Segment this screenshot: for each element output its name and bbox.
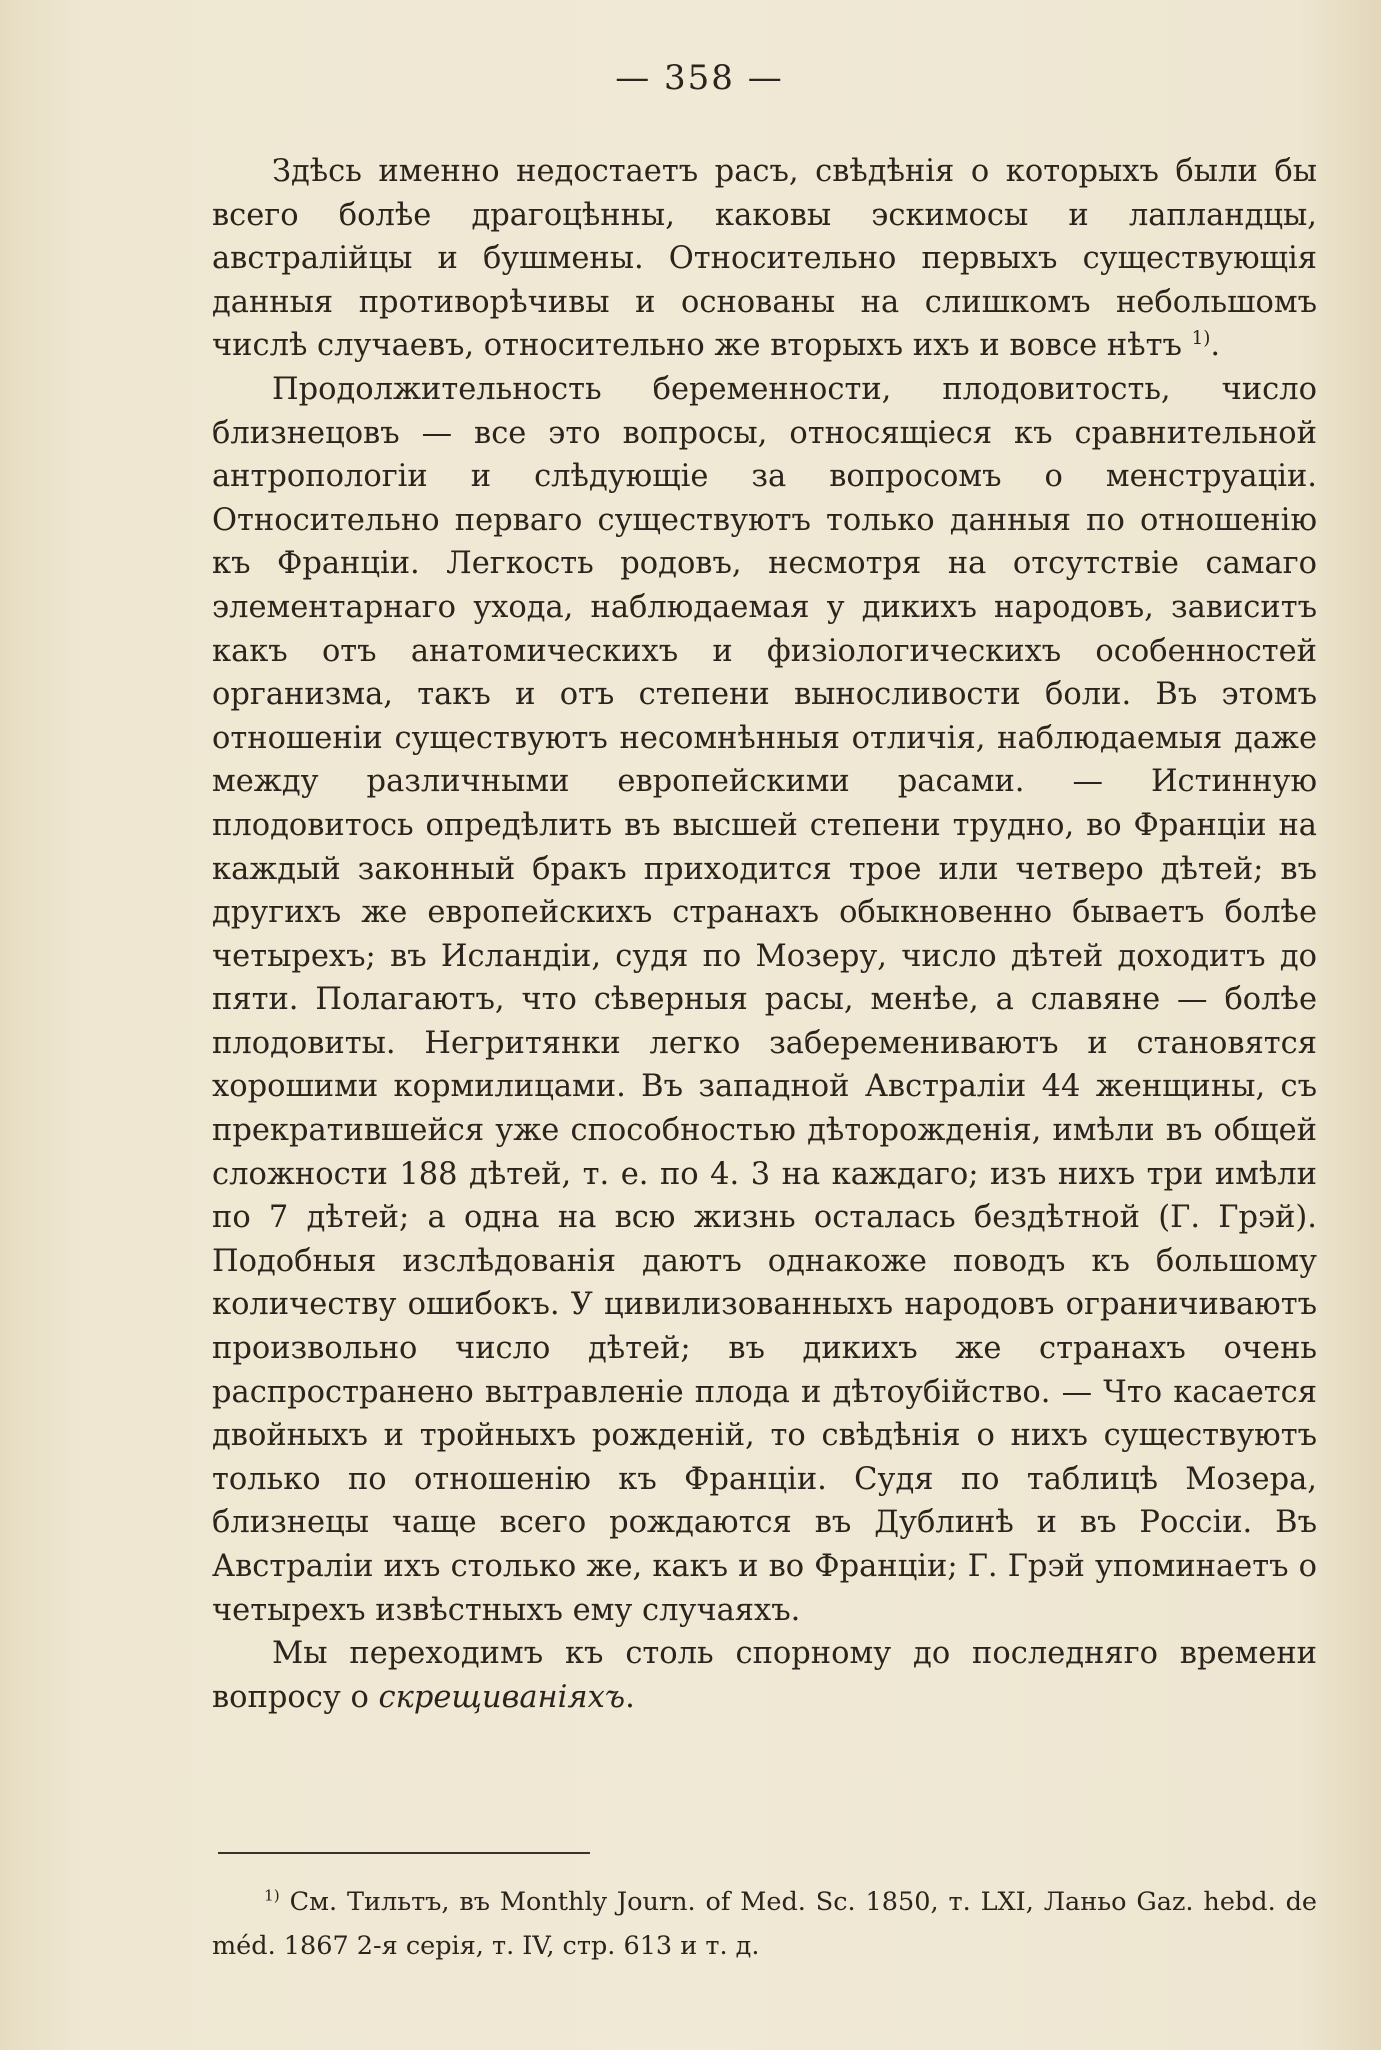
paragraph-1-text: Здѣсь именно недостаетъ расъ, свѣдѣнія о которыхъ были бы всего болѣе драгоцѣнны, каковы эскимосы и лапландцы, австралійцы и бушмены. Относительно первыхъ существующія данныя противорѣчивы и основаны на слишкомъ небольшомъ числѣ случаевъ, относительно же вторыхъ ихъ и вовсе нѣтъ: [212, 154, 1317, 364]
paragraph-2: Продолжительность беременности, плодовитость, число близнецовъ — все это вопросы, относящіеся къ сравнительной антропологіи и слѣдующіе за вопросомъ о менструаціи. Относительно перваго существуютъ только данныя по отношенію къ Франціи. Легкость родовъ, несмотря на отсутствіе самаго элементарнаго ухода, наблюдаемая у дикихъ народовъ, зависитъ какъ отъ анатомическихъ и физіологическихъ особенностей организма, такъ и отъ степени выносливости боли. Въ этомъ отношеніи существуютъ несомнѣнныя отличія, наблюдаемыя даже между различными европейскими расами. — Истинную плодовитось опредѣлить въ высшей степени трудно, во Франціи на каждый законный бракъ приходится трое или четверо дѣтей; въ другихъ же европейскихъ странахъ обыкновенно бываетъ болѣе четырехъ; въ Исландіи, судя по Мозеру, число дѣтей доходитъ до пяти. Полагаютъ, что сѣверныя расы, менѣе, а славяне — болѣе плодовиты. Негритянки легко заберемениваютъ и становятся хорошими кормилицами. Въ западной Австраліи 44 женщины, съ прекратившейся уже способностью дѣторожденія, имѣли въ общей сложности 188 дѣтей, т. е. по 4. 3 на каждаго; изъ нихъ три имѣли по 7 дѣтей; а одна на всю жизнь осталась бездѣтной (Г. Грэй). Подобныя изслѣдованія даютъ однакоже поводъ къ большому количеству ошибокъ. У цивилизованныхъ народовъ ограничиваютъ произвольно число дѣтей; въ дикихъ же странахъ очень распространено вытравленіе плода и дѣтоубійство. — Что касается двойныхъ и тройныхъ рожденій, то свѣдѣнія о нихъ существуютъ только по отношенію къ Франціи. Судя по таблицѣ Мозера, близнецы чаще всего рождаются въ Дублинѣ и въ Россіи. Въ Австраліи ихъ столько же, какъ и во Франціи; Г. Грэй упоминаетъ о четырехъ извѣстныхъ ему случаяхъ.: [212, 371, 1317, 1628]
paragraph-1: [212, 150, 1317, 368]
paragraph-3-text: Мы переходимъ къ столь спорному до последняго времени вопросу о: [212, 1636, 1317, 1715]
footnote-text: См. Тильтъ, въ Monthly Journ. of Med. Sc. 1850, т. LXI, Ланьо Gaz. hebd. de méd. 1867 2-я серія, т. IV, стр. 613 и т. д.: [212, 1887, 1318, 1961]
paragraph-3-emphasis: скрещиваніяхъ: [378, 1679, 626, 1715]
footnote-reference[interactable]: 1): [1191, 328, 1211, 350]
footnote-divider: [218, 1852, 590, 1854]
footnote: [212, 1880, 1317, 1968]
paragraph-1-tail: .: [1210, 328, 1221, 364]
main-text: [212, 150, 1317, 1719]
paragraph-3-tail: .: [625, 1679, 635, 1715]
paragraph-3: [212, 1632, 1317, 1719]
page-number: — 358 —: [615, 58, 784, 98]
footnote-marker: 1): [264, 1886, 280, 1905]
